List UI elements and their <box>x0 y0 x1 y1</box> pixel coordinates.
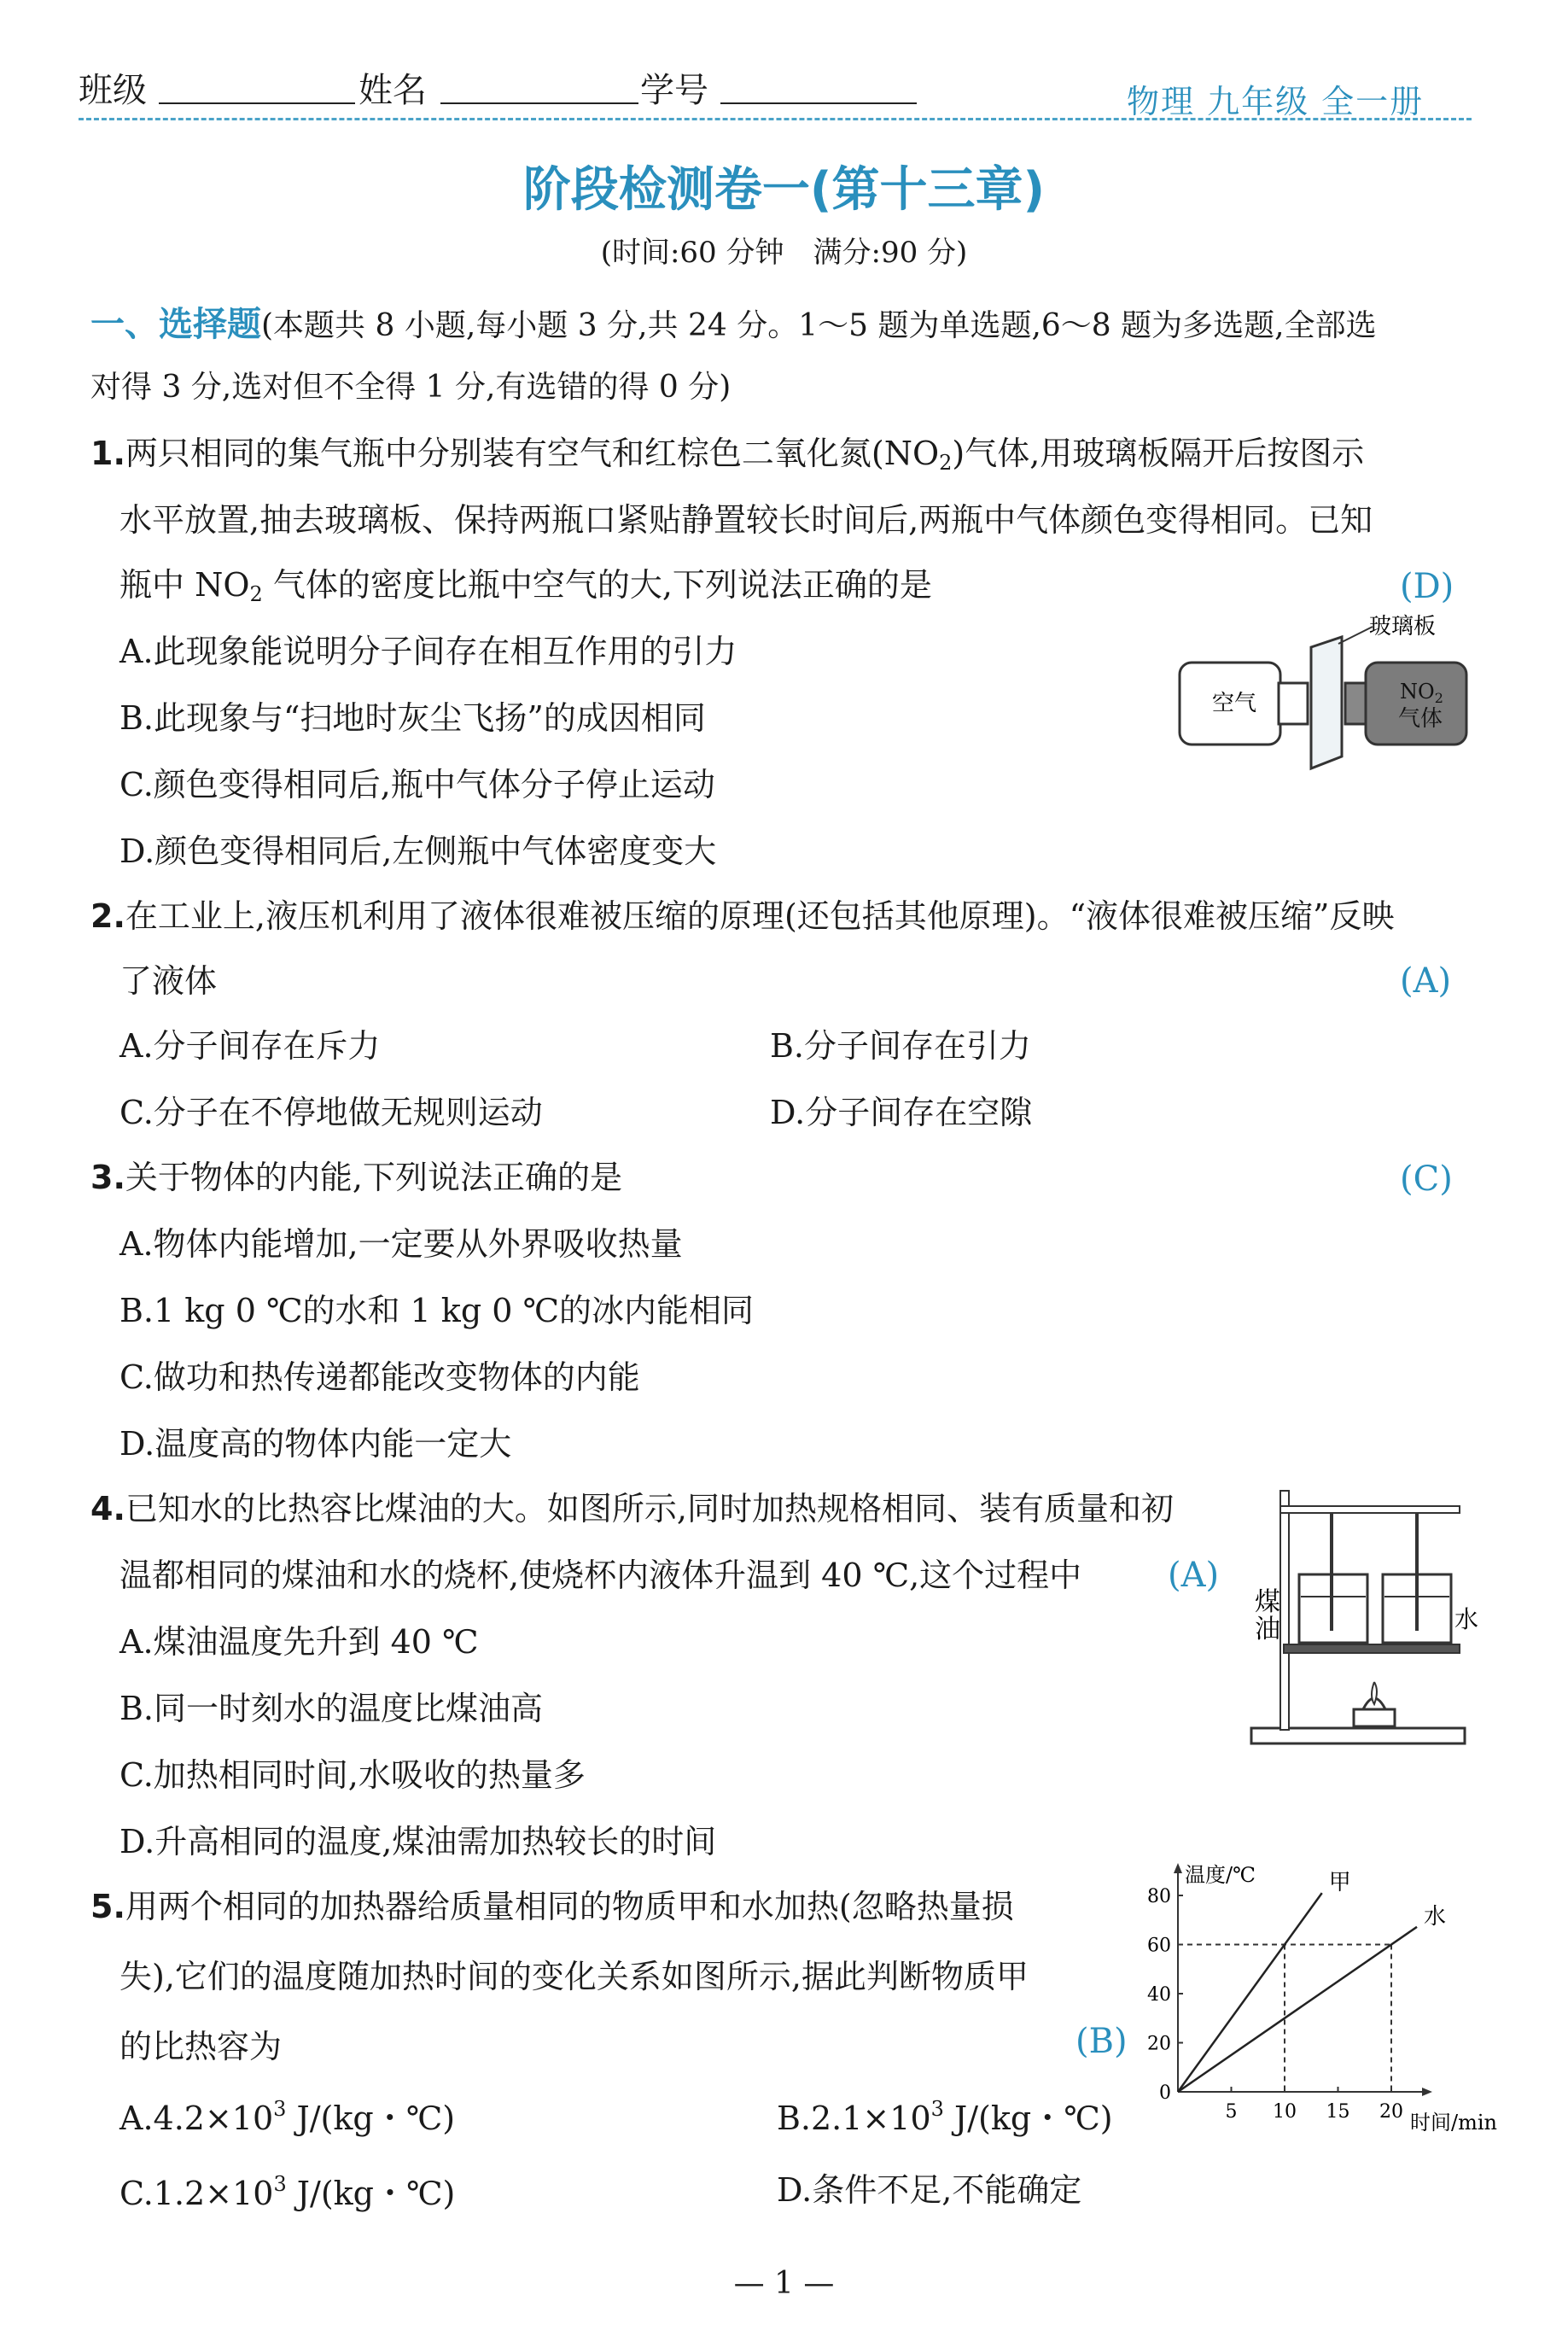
q5-line-3: 的比热容为 <box>119 2028 283 2065</box>
no2-bottle-neck <box>1345 683 1367 724</box>
q2-line-2: 了液体 <box>119 962 218 1000</box>
q1-line-3: 瓶中 $NO_2$ 气体的密度比瓶中空气的大,下列说法正确的是 <box>119 566 932 606</box>
x-tick-label: 20 <box>1379 2101 1403 2123</box>
class-blank[interactable] <box>159 68 355 104</box>
y-tick-label: 80 <box>1147 1886 1171 1907</box>
kerosene-label-2: 油 <box>1255 1615 1280 1644</box>
q3-answer: (C) <box>1400 1159 1453 1199</box>
page-title: 阶段检测卷一(第十三章) <box>522 162 1046 218</box>
number-blank[interactable] <box>720 68 917 104</box>
q2-option-b[interactable]: B.分子间存在引力 <box>770 1027 1032 1065</box>
x-tick-label: 5 <box>1225 2101 1238 2123</box>
flame <box>1372 1682 1377 1704</box>
q3-option-b[interactable]: B.1 kg 0 ℃的水和 1 kg 0 ℃的冰内能相同 <box>119 1292 754 1329</box>
section-heading: 一、选择题 <box>90 305 261 344</box>
q4-line-2: 温都相同的煤油和水的烧杯,使烧杯内液体升温到 40 ℃,这个过程中 <box>119 1556 1082 1594</box>
no2-label: $NO_2$ <box>1400 680 1443 706</box>
number-label: 学号 <box>640 71 708 110</box>
q5-line-2: 失),它们的温度随加热时间的变化关系如图所示,据此判断物质甲 <box>119 1958 1029 1995</box>
x-axis-label: 时间/min <box>1410 2111 1497 2135</box>
q4-number: 4. <box>90 1490 125 1527</box>
q2-number: 2. <box>90 897 125 935</box>
q1-option-b[interactable]: B.此现象与“扫地时灰尘飞扬”的成因相同 <box>119 699 706 737</box>
q4-answer: (A) <box>1168 1556 1220 1595</box>
y-tick-label: 0 <box>1159 2082 1171 2104</box>
series-label-jia: 甲 <box>1328 1870 1351 1896</box>
section-desc-2: 对得 3 分,选对但不全得 1 分,有选错的得 0 分) <box>90 370 732 405</box>
series-line-jia <box>1178 1893 1322 2092</box>
q1-number: 1. <box>90 435 125 472</box>
q4-option-d[interactable]: D.升高相同的温度,煤油需加热较长的时间 <box>119 1823 717 1860</box>
temperature-time-chart <box>1137 1863 1497 2135</box>
water-label: 水 <box>1454 1605 1479 1633</box>
q5-option-a[interactable]: $A.4.2\times 10^3$ J/(kg・℃) <box>119 2097 456 2137</box>
subject-label: 物理 九年级 全一册 <box>1127 83 1425 120</box>
q1-option-d[interactable]: D.颜色变得相同后,左侧瓶中气体密度变大 <box>119 832 717 870</box>
q1-bottles-figure <box>1171 615 1478 786</box>
name-label: 姓名 <box>358 71 427 110</box>
y-tick-label: 20 <box>1147 2033 1171 2055</box>
y-tick-label: 60 <box>1147 1935 1171 1957</box>
y-axis-label: 温度/℃ <box>1185 1863 1256 1887</box>
no2-bottle <box>1366 663 1466 745</box>
q2-answer: (A) <box>1400 961 1452 1001</box>
gas-label: 气体 <box>1398 706 1443 732</box>
q2-option-a[interactable]: A.分子间存在斥力 <box>119 1027 381 1065</box>
glass-plate <box>1311 637 1342 768</box>
q5-option-c[interactable]: $C.1.2\times 10^3$ J/(kg・℃) <box>119 2172 456 2212</box>
x-axis-arrow <box>1422 2088 1432 2096</box>
kerosene-label-1: 煤 <box>1255 1587 1280 1617</box>
q1-line-1: 1.两只相同的集气瓶中分别装有空气和红棕色二氧化氮$(NO_2)$气体,用玻璃板隔开后按图示 <box>90 435 1365 475</box>
series-line-water <box>1178 1927 1417 2092</box>
q1-option-a[interactable]: A.此现象能说明分子间存在相互作用的引力 <box>119 633 737 670</box>
q3-number: 3. <box>90 1159 125 1196</box>
q3-line-1: 3.关于物体的内能,下列说法正确的是 <box>90 1159 622 1196</box>
q3-option-a[interactable]: A.物体内能增加,一定要从外界吸收热量 <box>119 1225 683 1263</box>
q1-option-c[interactable]: C.颜色变得相同后,瓶中气体分子停止运动 <box>119 766 715 803</box>
q1-line-2: 水平放置,抽去玻璃板、保持两瓶口紧贴静置较长时间后,两瓶中气体颜色变得相同。已知 <box>119 501 1373 539</box>
q5-option-d[interactable]: D.条件不足,不能确定 <box>777 2171 1082 2209</box>
air-bottle-neck <box>1279 683 1308 724</box>
y-tick-label: 40 <box>1147 1984 1171 2006</box>
q3-option-d[interactable]: D.温度高的物体内能一定大 <box>119 1425 512 1463</box>
stand-rod <box>1280 1491 1289 1730</box>
series-label-water: 水 <box>1424 1903 1447 1930</box>
q5-option-b[interactable]: $B.2.1\times 10^3$ J/(kg・℃) <box>777 2097 1113 2137</box>
stand-arm <box>1280 1506 1460 1513</box>
wire-gauze <box>1284 1644 1460 1653</box>
section-desc-1: (本题共 8 小题,每小题 3 分,共 24 分。1～5 题为单选题,6～8 题为多选题,全部选 <box>261 308 1377 343</box>
q5-line-1: 5.用两个相同的加热器给质量相同的物质甲和水加热(忽略热量损 <box>90 1888 1014 1925</box>
x-tick-label: 10 <box>1273 2101 1297 2123</box>
q4-option-c[interactable]: C.加热相同时间,水吸收的热量多 <box>119 1756 586 1794</box>
q5-number: 5. <box>90 1888 125 1925</box>
x-tick-label: 15 <box>1326 2101 1350 2123</box>
page-number: — 1 — <box>733 2266 835 2301</box>
q4-option-a[interactable]: A.煤油温度先升到 40 ℃ <box>119 1623 479 1661</box>
q4-option-b[interactable]: B.同一时刻水的温度比煤油高 <box>119 1690 544 1727</box>
air-label: 空气 <box>1212 691 1257 716</box>
class-label: 班级 <box>79 71 147 110</box>
y-axis-arrow <box>1174 1863 1182 1873</box>
page-subtitle: (时间:60 分钟 满分:90 分) <box>600 236 968 270</box>
section-line-1 <box>90 307 1377 342</box>
q2-option-c[interactable]: C.分子在不停地做无规则运动 <box>119 1094 543 1131</box>
q3-option-c[interactable]: C.做功和热传递都能改变物体的内能 <box>119 1358 640 1396</box>
name-blank[interactable] <box>440 68 638 104</box>
q2-line-1: 2.在工业上,液压机利用了液体很难被压缩的原理(还包括其他原理)。“液体很难被压缩”反映 <box>90 897 1395 935</box>
q2-option-d[interactable]: D.分子间存在空隙 <box>770 1094 1033 1131</box>
glass-plate-label: 玻璃板 <box>1369 614 1437 640</box>
q4-line-1: 4.已知水的比热容比煤油的大。如图所示,同时加热规格相同、装有质量和初 <box>90 1490 1174 1527</box>
q1-answer: (D) <box>1400 567 1454 606</box>
q5-answer: (B) <box>1075 2022 1128 2061</box>
q4-heating-figure <box>1246 1486 1485 1750</box>
header-divider <box>79 118 1472 120</box>
